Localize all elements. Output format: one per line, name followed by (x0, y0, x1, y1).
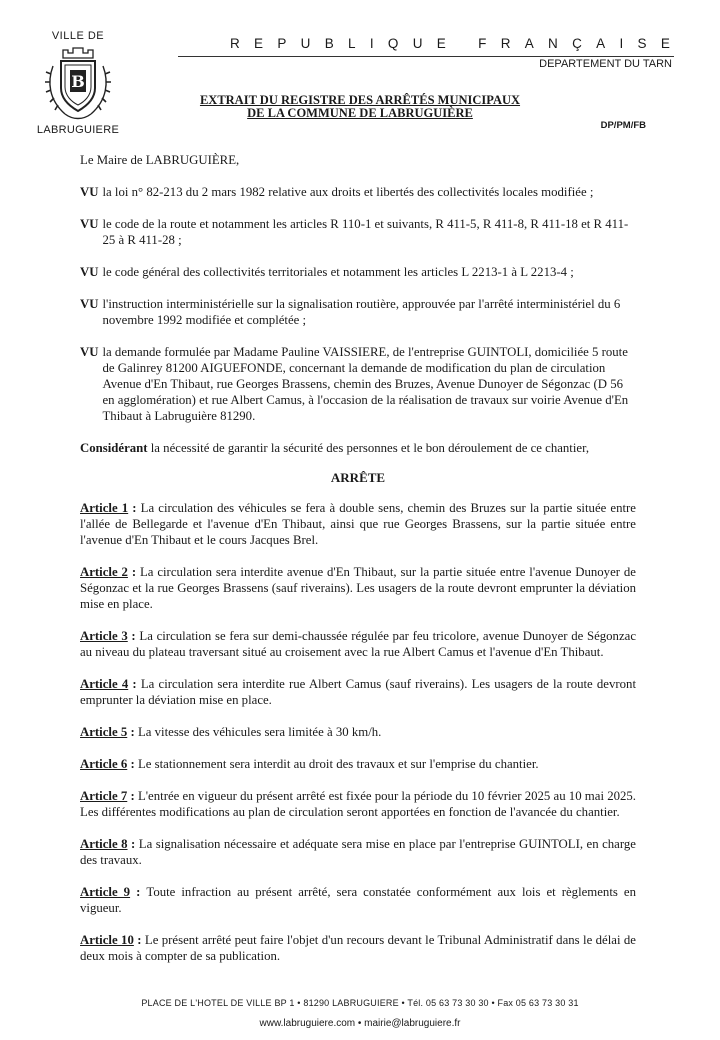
document-reference: DP/PM/FB (600, 120, 646, 131)
article-paragraph (80, 788, 636, 820)
article-text: La signalisation nécessaire et adéquate sera mise en place par l'entreprise GUINTOLI, en charge des travaux. (80, 837, 636, 867)
registry-title-line1: EXTRAIT DU REGISTRE DES ARRÊTÉS MUNICIPAUX (199, 93, 521, 107)
article-paragraph (80, 676, 636, 708)
registry-title (180, 94, 540, 120)
article-text: La circulation se fera sur demi-chaussée régulée par feu tricolore, avenue Dunoyer de Ségonzac au niveau du plateau traversant situé au croisement avec la rue Albert Camus et l'avenue d'En Thibaut. (80, 629, 636, 659)
republique-letter: P (277, 36, 287, 51)
vu-text: l'instruction interministérielle sur la signalisation routière, approuvée par l'arrêté interministériel du 6 novembre 1992 modifiée et complétée ; (102, 297, 621, 327)
article-label: Article 6 (80, 757, 128, 771)
article-paragraph (80, 932, 636, 964)
republique-letter: N (548, 36, 558, 51)
logo-top-text: VILLE DE (51, 30, 105, 42)
logo-bottom-text: LABRUGUIERE (36, 124, 120, 136)
republique-letter: U (412, 36, 423, 51)
town-logo (28, 30, 128, 136)
article-label: Article 1 (80, 501, 129, 515)
vu-label: VU (80, 217, 99, 231)
republique-letter: I (619, 36, 624, 51)
decree-body (80, 152, 636, 980)
republique-letter: B (324, 36, 334, 51)
republique-letter: E (436, 36, 446, 51)
vu-item (80, 184, 636, 200)
crest-icon (43, 44, 113, 122)
republique-letter: A (596, 36, 606, 51)
republique-letter: E (660, 36, 670, 51)
header-rule (178, 56, 674, 57)
vu-label: VU (80, 185, 99, 199)
article-label: Article 9 (80, 885, 131, 899)
republique-letter: I (369, 36, 374, 51)
article-text: La circulation sera interdite avenue d'En Thibaut, sur la partie située entre l'avenue Dunoyer de Ségonzac et la rue Georges Brassens (sauf riverains). Les usagers de la route devront emprunter la déviation mise en place. (80, 565, 636, 611)
article-label: Article 10 (80, 933, 134, 947)
crest-letter: B (71, 72, 85, 91)
article-paragraph (80, 884, 636, 916)
republique-letter: Q (387, 36, 399, 51)
republique-letter: Ç (572, 36, 582, 51)
article-text: La vitesse des véhicules sera limitée à 30 km/h. (137, 725, 382, 739)
republique-letter: R (500, 36, 511, 51)
considerant-paragraph (80, 440, 636, 456)
vu-text: la loi n° 82-213 du 2 mars 1982 relative aux droits et libertés des collectivités locales modifiée ; (102, 185, 594, 199)
republique-letter: F (478, 36, 487, 51)
article-label: Article 2 (80, 565, 128, 579)
article-text: Le stationnement sera interdit au droit des travaux et sur l'emprise du chantier. (137, 757, 539, 771)
maire-line: Le Maire de LABRUGUIÈRE, (80, 153, 240, 167)
vu-text: la demande formulée par Madame Pauline VAISSIERE, de l'entreprise GUINTOLI, domiciliée 5 route de Galinrey 81200 AIGUEFONDE, concernant la demande de modification du plan de circulation Avenue d'En Thibaut, rue Georges Brassens, chemin des Bruzes, Avenue Dunoyer de Ségonzac (D 56 en agglomération) et rue Albert Camus, à l'occasion de la réalisation de travaux sur voirie Avenue d'En Thibaut à Labruguière 81290. (102, 345, 629, 423)
article-paragraph (80, 756, 636, 772)
article-separator: : (127, 725, 138, 739)
article-separator: : (127, 757, 138, 771)
republique-francaise-heading (230, 36, 670, 51)
arrete-heading: ARRÊTE (330, 470, 386, 485)
article-label: Article 5 (80, 725, 128, 739)
considerant-text: la nécessité de garantir la sécurité des personnes et le bon déroulement de ce chantier, (150, 441, 590, 455)
republique-letter: A (524, 36, 534, 51)
republique-letter: S (637, 36, 647, 51)
vu-label: VU (80, 345, 99, 359)
considerant-label: Considérant (80, 441, 148, 455)
article-separator: : (127, 837, 139, 851)
article-paragraph (80, 628, 636, 660)
departement-label: DEPARTEMENT DU TARN (539, 58, 672, 70)
republique-letter: L (348, 36, 356, 51)
article-text: La circulation des véhicules se fera à double sens, chemin des Bruzes sur la partie située entre l'allée de Bellegarde et l'avenue d'En Thibaut, ainsi que rue Georges Brassens, sur la partie située entre l'avenue d'En Thibaut et le cours Jacques Brel. (80, 501, 636, 547)
article-text: Toute infraction au présent arrêté, sera constatée conformément aux lois et règlements en vigueur. (80, 885, 636, 915)
article-separator: : (133, 933, 145, 947)
footer-address: PLACE DE L'HOTEL DE VILLE BP 1 • 81290 LABRUGUIERE • Tél. 05 63 73 30 30 • Fax 05 63 73 30 31 (141, 998, 579, 1008)
vu-text: le code de la route et notamment les articles R 110-1 et suivants, R 411-5, R 411-8, R 411-18 et R 411-25 à R 411-28 ; (102, 217, 629, 247)
article-text: Le présent arrêté peut faire l'objet d'un recours devant le Tribunal Administratif dans le délai de deux mois à compter de sa publication. (80, 933, 636, 963)
article-label: Article 4 (80, 677, 129, 691)
registry-title-line2: DE LA COMMUNE DE LABRUGUIÈRE (247, 106, 473, 120)
republique-letter: U (300, 36, 311, 51)
vu-label: VU (80, 297, 99, 311)
article-separator: : (128, 501, 141, 515)
article-paragraph (80, 564, 636, 612)
republique-letter (460, 36, 464, 51)
article-label: Article 3 (80, 629, 128, 643)
article-label: Article 8 (80, 837, 128, 851)
article-separator: : (127, 565, 140, 579)
vu-item (80, 216, 636, 248)
vu-item (80, 344, 636, 424)
article-paragraph (80, 724, 636, 740)
article-paragraph (80, 836, 636, 868)
article-paragraph (80, 500, 636, 548)
article-separator: : (127, 789, 138, 803)
article-text: La circulation sera interdite rue Albert Camus (sauf riverains). Les usagers de la route devront emprunter la déviation mise en place. (80, 677, 636, 707)
article-separator: : (128, 677, 141, 691)
articles-list (80, 500, 636, 964)
vu-text: le code général des collectivités territoriales et notamment les articles L 2213-1 à L 2213-4 ; (102, 265, 574, 279)
vu-item (80, 296, 636, 328)
vu-label: VU (80, 265, 99, 279)
article-separator: : (130, 885, 147, 899)
article-text: L'entrée en vigueur du présent arrêté est fixée pour la période du 10 février 2025 au 10 mai 2025. Les différentes modifications au plan de circulation seront apportées en fonction de l'avancée du chantier. (80, 789, 636, 819)
footer-web: www.labruguiere.com • mairie@labruguiere.fr (259, 1018, 461, 1029)
vu-item (80, 264, 636, 280)
republique-letter: R (230, 36, 240, 51)
article-separator: : (127, 629, 140, 643)
republique-letter: E (254, 36, 264, 51)
article-label: Article 7 (80, 789, 128, 803)
